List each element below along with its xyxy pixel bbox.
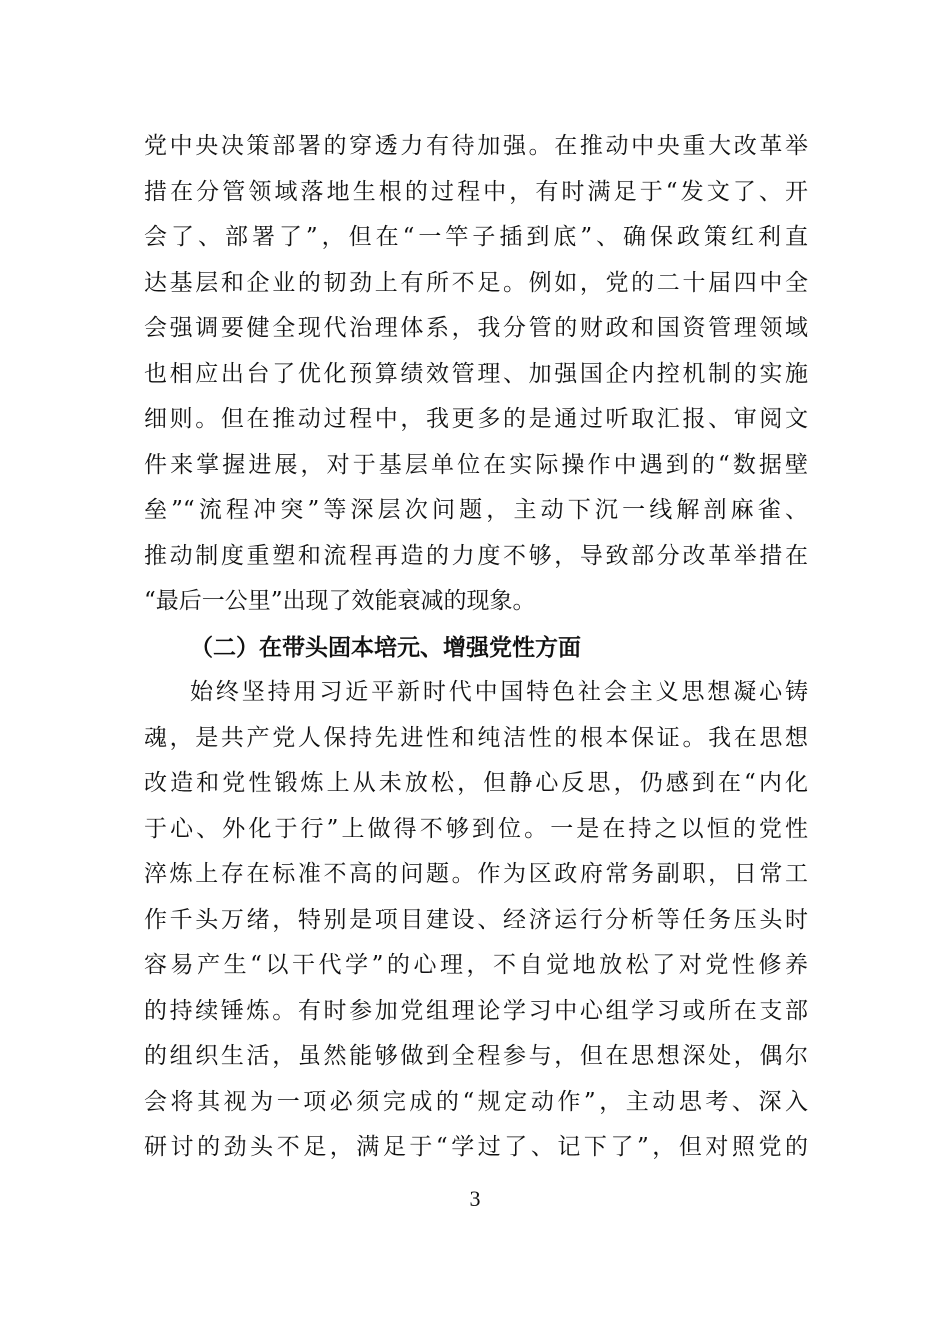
text-line: 于心、外化于行”上做得不够到位。一是在持之以恒的党性 bbox=[144, 815, 808, 842]
text-line: 措在分管领域落地生根的过程中，有时满足于“发文了、开 bbox=[144, 178, 808, 205]
text-line: 垒”“流程冲突”等深层次问题，主动下沉一线解剖麻雀、 bbox=[144, 497, 808, 523]
page-number: 3 bbox=[469, 1186, 481, 1211]
text-line: 会了、部署了”，但在“一竿子插到底”、确保政策红利直 bbox=[144, 224, 808, 250]
document-body bbox=[144, 124, 808, 1171]
paragraph-first-line: 始终坚持用习近平新时代中国特色社会主义思想凝心铸 bbox=[190, 679, 808, 705]
text-line: “最后一公里”出现了效能衰减的现象。 bbox=[144, 588, 536, 614]
text-line: 推动制度重塑和流程再造的力度不够，导致部分改革举措在 bbox=[144, 542, 808, 569]
text-line: 研讨的劲头不足，满足于“学过了、记下了”，但对照党的 bbox=[144, 1134, 808, 1160]
text-line: 的组织生活，虽然能够做到全程参与，但在思想深处，偶尔 bbox=[144, 1043, 808, 1069]
text-line: 淬炼上存在标准不高的问题。作为区政府常务副职，日常工 bbox=[144, 861, 808, 887]
text-line: 达基层和企业的韧劲上有所不足。例如，党的二十届四中全 bbox=[144, 269, 808, 296]
text-line: 会将其视为一项必须完成的“规定动作”，主动思考、深入 bbox=[144, 1088, 808, 1115]
text-line: 的持续锤炼。有时参加党组理论学习中心组学习或所在支部 bbox=[144, 997, 808, 1024]
text-line: 会强调要健全现代治理体系，我分管的财政和国资管理领域 bbox=[144, 315, 808, 341]
text-line: 党中央决策部署的穿透力有待加强。在推动中央重大改革举 bbox=[144, 133, 808, 159]
text-line: 作千头万绪，特别是项目建设、经济运行分析等任务压头时 bbox=[144, 906, 808, 933]
text-line: 改造和党性锻炼上从未放松，但静心反思，仍感到在“内化 bbox=[144, 770, 808, 796]
section-heading: （二）在带头固本培元、增强党性方面 bbox=[190, 633, 581, 661]
text-line: 也相应出台了优化预算绩效管理、加强国企内控机制的实施 bbox=[144, 360, 808, 387]
text-line: 魂，是共产党人保持先进性和纯洁性的根本保证。我在思想 bbox=[144, 724, 808, 751]
text-line: 细则。但在推动过程中，我更多的是通过听取汇报、审阅文 bbox=[144, 406, 808, 432]
text-line: 容易产生“以干代学”的心理，不自觉地放松了对党性修养 bbox=[144, 952, 808, 978]
text-line: 件来掌握进展，对于基层单位在实际操作中遇到的“数据壁 bbox=[144, 451, 808, 478]
